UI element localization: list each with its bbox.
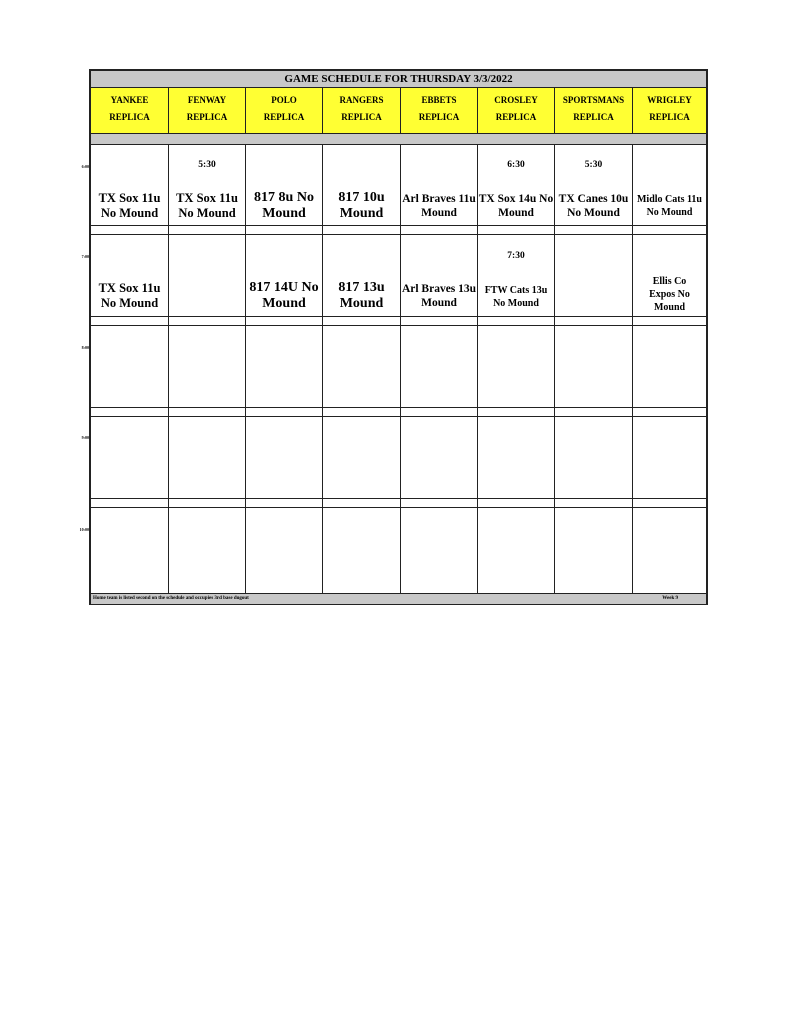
start-time: 5:30 (584, 160, 603, 170)
start-time: 6:30 (507, 160, 525, 170)
row-line (91, 325, 706, 326)
game-cell: TX Sox 11u No Mound (98, 281, 161, 310)
row-line (91, 407, 706, 408)
week-label: Week 9 (662, 596, 678, 601)
game-cell: Midlo Cats 11u No Mound (636, 194, 702, 218)
field-name: WRIGLEY (647, 95, 692, 105)
field-name: FENWAY (187, 95, 227, 105)
schedule-footer (91, 593, 706, 604)
row-line (91, 498, 706, 499)
field-header-yankee (91, 88, 169, 133)
field-sub: REPLICA (341, 112, 382, 122)
game-cell: TX Sox 14u No Mound (478, 193, 554, 219)
field-sub: REPLICA (186, 112, 228, 122)
field-name: SPORTSMANS (562, 95, 625, 105)
time-label: 6:00 (81, 164, 89, 169)
game-cell: TX Canes 10u No Mound (558, 193, 629, 219)
row-line (91, 507, 706, 508)
field-name: YANKEE (110, 95, 149, 105)
field-sub: REPLICA (495, 112, 537, 122)
field-name: POLO (271, 95, 297, 105)
field-header-wrigley (633, 88, 706, 133)
game-cell: Arl Braves 11u Mound (402, 193, 476, 219)
field-sub: REPLICA (418, 112, 460, 122)
field-sub: REPLICA (649, 112, 690, 122)
game-cell: Ellis Co Expos No Mound (649, 276, 690, 313)
row-line (91, 316, 706, 317)
start-time: 5:30 (198, 160, 216, 170)
header-separator (91, 133, 706, 145)
game-cell: TX Sox 11u No Mound (176, 191, 238, 220)
field-header-polo (246, 88, 323, 133)
time-label: 10:00 (79, 527, 89, 532)
row-line (91, 416, 706, 417)
field-name: CROSLEY (494, 95, 538, 105)
field-header-rangers (323, 88, 401, 133)
field-header-ebbets (401, 88, 478, 133)
field-header-crosley (478, 88, 555, 133)
field-name: EBBETS (421, 95, 457, 105)
row-line (91, 225, 706, 226)
time-label: 7:00 (81, 254, 89, 259)
start-time: 7:30 (507, 251, 525, 261)
game-cell: 817 8u No Mound (254, 190, 314, 221)
field-header-sportsmans (555, 88, 633, 133)
field-sub: REPLICA (573, 112, 614, 122)
schedule-title: GAME SCHEDULE FOR THURSDAY 3/3/2022 (91, 71, 706, 88)
game-cell: FTW Cats 13u No Mound (484, 285, 548, 309)
time-label: 9:00 (81, 435, 89, 440)
footer-note: Home team is listed second on the schedule and occupies 3rd base dugout (93, 596, 249, 601)
game-cell: 817 13u Mound (338, 280, 385, 311)
field-header-fenway (169, 88, 246, 133)
field-sub: REPLICA (263, 112, 305, 122)
game-cell: TX Sox 11u No Mound (98, 191, 161, 220)
field-sub: REPLICA (109, 112, 150, 122)
field-name: RANGERS (339, 95, 384, 105)
game-cell: 817 10u Mound (338, 190, 385, 221)
schedule-sheet (79, 69, 708, 605)
game-cell: 817 14U No Mound (249, 280, 319, 311)
time-label: 8:00 (81, 345, 89, 350)
game-cell: Arl Braves 13u Mound (401, 283, 477, 309)
row-line (91, 234, 706, 235)
